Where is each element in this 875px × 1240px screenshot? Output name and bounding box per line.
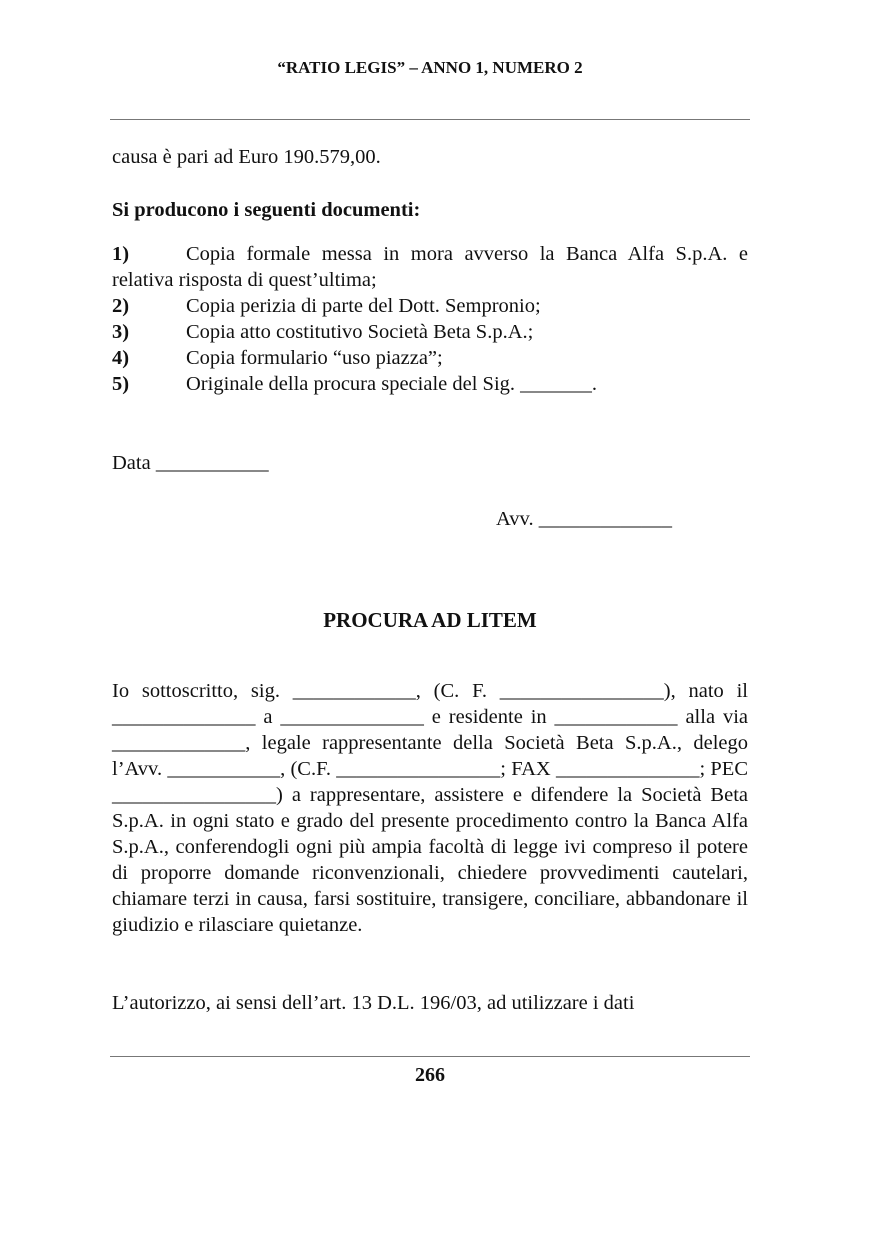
running-header: “RATIO LEGIS” – ANNO 1, NUMERO 2 [277, 58, 583, 77]
footer-rule [110, 1056, 750, 1057]
list-item [112, 293, 748, 319]
opening-line: causa è pari ad Euro 190.579,00. [112, 146, 381, 168]
list-item-text: Copia formulario “uso piazza”; [186, 347, 443, 369]
list-item-text: Copia perizia di parte del Dott. Sempronio; [186, 295, 541, 317]
header-rule [110, 119, 750, 120]
procura-text: Io sottoscritto, sig. ____________, (C. F. ________________), nato il ______________ a ______________ e residente in ____________ alla via _____________, legale rappresentante della Società Beta S.p.A., delego l’Avv. ___________, (C.F. ________________; FAX ______________; PEC ________________) a rappresentare, assistere e difendere la Società Beta S.p.A. in ogni stato e grado del presente procedimento contro la Banca Alfa S.p.A., conferendogli ogni più ampia facoltà di legge ivi compreso il potere di proporre domande riconvenzionali, chiedere provvedimenti cautelari, chiamare terzi in causa, farsi sostituire, transigere, conciliare, abbandonare il giudizio e rilasciare quietanze. [112, 680, 748, 936]
documents-list [112, 241, 748, 397]
list-item [112, 345, 748, 371]
authorization-line: L’autorizzo, ai sensi dell’art. 13 D.L. 196/03, ad utilizzare i dati [112, 992, 635, 1014]
page-number: 266 [415, 1064, 445, 1086]
list-item-text: Originale della procura speciale del Sig. _______. [186, 373, 598, 395]
list-item-number: 3) [112, 321, 130, 343]
list-item-text: Copia atto costitutivo Società Beta S.p.A.; [186, 321, 534, 343]
procura-paragraph [112, 678, 748, 938]
list-item-number: 2) [112, 295, 130, 317]
list-item [112, 319, 748, 345]
date-line: Data ___________ [112, 452, 269, 474]
list-item [112, 371, 748, 397]
signature-line: Avv. _____________ [496, 508, 672, 530]
list-item-text: Copia formale messa in mora avverso la Banca Alfa S.p.A. e [186, 243, 748, 265]
list-item-number: 1) [112, 243, 130, 265]
documents-heading: Si producono i seguenti documenti: [112, 199, 421, 221]
list-item [112, 241, 748, 267]
section-title: PROCURA AD LITEM [323, 608, 537, 632]
list-item-number: 5) [112, 373, 130, 395]
list-item-continuation: relativa risposta di quest’ultima; [112, 269, 377, 291]
list-item-number: 4) [112, 347, 130, 369]
